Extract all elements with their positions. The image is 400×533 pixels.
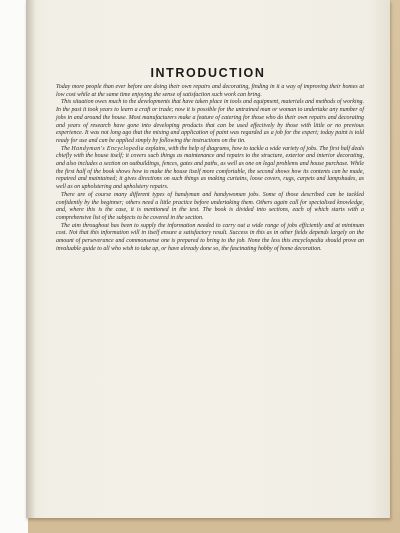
paragraph-4: There are of course many different types of handyman and handywoman jobs. Some of those described can be tackled confidently by the beginner; others need a little practice before undertaking them. Others again call for specialised knowledge, and, where this is the case, it is mentioned in the text. The book is divided into sections, each of which starts with a comprehensive list of the subjects to be covered in the section.	[56, 191, 364, 221]
book-title-reference: Handyman's Encyclopedia	[71, 145, 145, 152]
book-page	[26, 0, 390, 518]
paragraph-3-text: explains, with the help of diagrams, how to tackle a wide variety of jobs. The first half deals chiefly with the house itself; it covers such things as maintenance and repairs to the structure, exterior and interior decorating, and also includes a section on outbuildings, fences, gates and paths, as well as one on legal problems and house purchase. While the first half of the book shows how to make the house itself more comfortable, the second shows how its contents can be made, repaired and maintained; it gives directions on such things as making curtains, loose covers, rugs, carpets and lampshades, as well as on upholstering and upholstery repairs.	[56, 145, 365, 191]
paragraph-5: The aim throughout has been to supply the information needed to carry out a wide range of jobs efficiently and at minimum cost. Not that this information will in itself ensure a satisfactory result. Success in this as in other fields depends largely on the amount of perseverance and commonsense one is prepared to bring to the job. None the less this encyclopedia should prove an invaluable guide to all who wish to take up, or have already done so, the fascinating hobby of home decoration.	[56, 222, 364, 252]
paragraph-3	[56, 146, 364, 192]
page-title: INTRODUCTION	[150, 66, 266, 80]
paragraph-2: This situation owes much to the developments that have taken place in tools and equipment, materials and methods of working. In the past it took years to learn a craft or trade; now it is possible for the untrained man or woman to undertake any number of jobs in and around the house. Most manufacturers make a feature of catering for those who do their own repairs and decorating and years of research have gone into developing products that can be used effectively by those with little or no previous experience. It was not long ago that the mixing and application of paint was regarded as a job for the expert; today paint is told ready for use and can be applied simply by following the instructions on the tin.	[56, 99, 364, 144]
paragraph-1: Today more people than ever before are doing their own repairs and decorating, finding in it a way of improving their homes at low cost while at the same time enjoying the sense of satisfaction such work can bring.	[56, 84, 364, 98]
paragraph-3-prefix: The	[61, 145, 72, 152]
body-text	[56, 84, 364, 253]
